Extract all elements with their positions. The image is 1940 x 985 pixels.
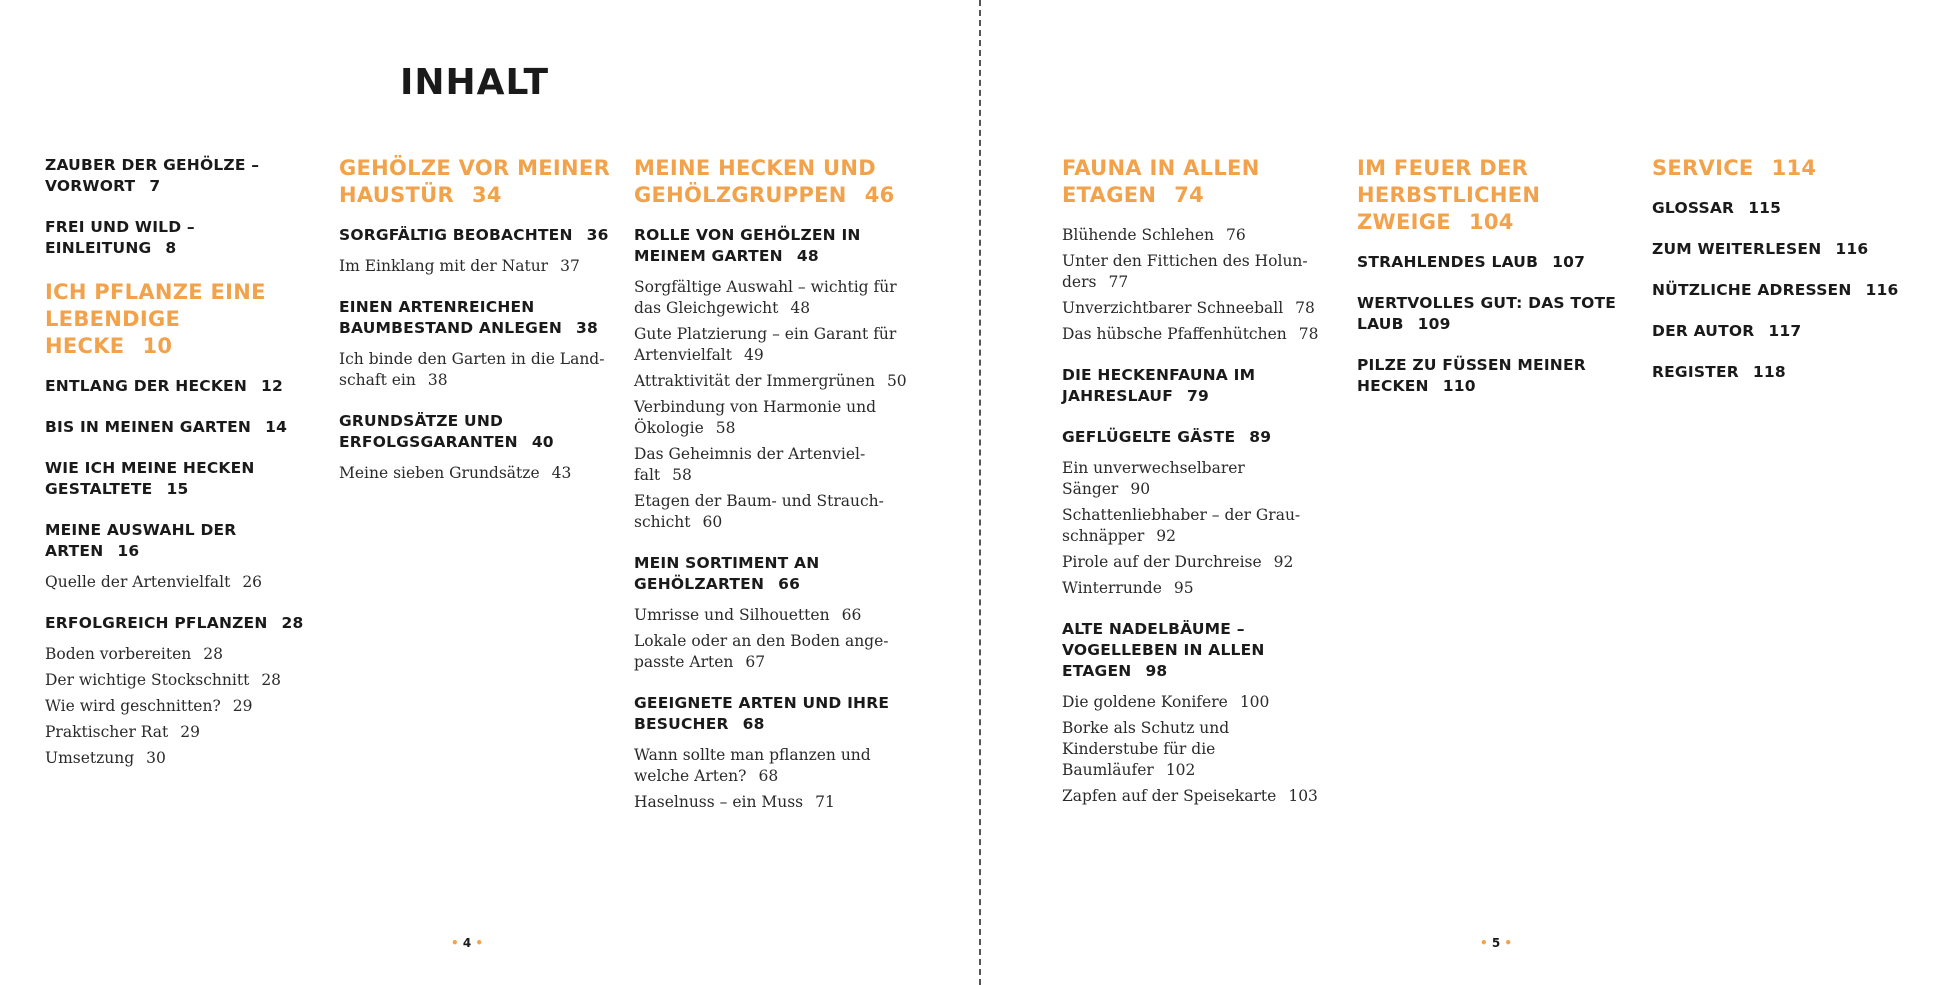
page-number-right-text: 5 bbox=[1491, 936, 1501, 950]
toc-heading-page: 10 bbox=[142, 334, 173, 358]
toc-entry-title: Etagen der Baum- und Strauch-schicht bbox=[634, 492, 884, 531]
toc-entry-title: Das Geheimnis der Artenviel-falt bbox=[634, 445, 866, 484]
toc-entry-list bbox=[634, 745, 909, 813]
toc-heading-page: 36 bbox=[586, 226, 609, 244]
toc-heading-page: 34 bbox=[472, 183, 502, 207]
toc-entry-list bbox=[339, 463, 614, 484]
toc-heading-page: 118 bbox=[1752, 363, 1786, 381]
toc-heading-page: 109 bbox=[1417, 315, 1451, 333]
toc-entry-page: 102 bbox=[1165, 761, 1196, 779]
toc-heading-page: 48 bbox=[796, 247, 819, 265]
toc-entry-page: 67 bbox=[745, 653, 766, 671]
toc-entry[interactable] bbox=[339, 349, 614, 391]
toc-heading-title: STRAHLENDES LAUB bbox=[1357, 253, 1539, 271]
toc-heading-title: ALTE NADELBÄUME – VOGELLEBEN IN ALLEN ETAGEN bbox=[1062, 620, 1265, 680]
toc-section-heading[interactable] bbox=[1357, 355, 1622, 397]
toc-entry[interactable] bbox=[339, 463, 614, 484]
toc-heading-page: 66 bbox=[778, 575, 801, 593]
toc-entry[interactable] bbox=[1062, 225, 1327, 246]
toc-entry-title: Unter den Fittichen des Holun-ders bbox=[1062, 252, 1308, 291]
page-divider bbox=[979, 0, 981, 985]
toc-section-heading[interactable] bbox=[45, 417, 310, 438]
toc-entry-page: 92 bbox=[1156, 527, 1177, 545]
toc-entry-page: 29 bbox=[180, 723, 201, 741]
toc-entry[interactable] bbox=[634, 277, 909, 319]
toc-entry[interactable] bbox=[45, 696, 310, 717]
toc-entry[interactable] bbox=[634, 745, 909, 787]
toc-section-heading[interactable] bbox=[339, 411, 614, 453]
toc-heading-title: WERTVOLLES GUT: DAS TOTE LAUB bbox=[1357, 294, 1617, 333]
toc-heading-page: 46 bbox=[864, 183, 895, 207]
toc-entry[interactable] bbox=[339, 256, 614, 277]
toc-entry-page: 66 bbox=[841, 606, 862, 624]
toc-entry-page: 100 bbox=[1239, 693, 1270, 711]
toc-heading-title: MEIN SORTIMENT AN GEHÖLZARTEN bbox=[634, 554, 820, 593]
toc-heading-page: 104 bbox=[1468, 210, 1514, 234]
toc-heading-title: WIE ICH MEINE HECKEN GESTALTETE bbox=[45, 459, 255, 498]
toc-entry[interactable] bbox=[1062, 298, 1327, 319]
toc-heading-title: ROLLE VON GEHÖLZEN IN MEINEM GARTEN bbox=[634, 226, 861, 265]
toc-column-6 bbox=[1652, 155, 1917, 393]
toc-section-heading[interactable] bbox=[45, 376, 310, 397]
toc-entry[interactable] bbox=[1062, 578, 1327, 599]
toc-entry[interactable] bbox=[45, 644, 310, 665]
toc-section-heading[interactable] bbox=[634, 693, 909, 735]
toc-heading-page: 89 bbox=[1249, 428, 1272, 446]
toc-section-heading[interactable] bbox=[45, 520, 310, 562]
toc-entry[interactable] bbox=[634, 397, 909, 439]
toc-entry-page: 37 bbox=[560, 257, 580, 275]
folio-dot-icon: • bbox=[475, 936, 484, 950]
toc-entry-title: Wie wird geschnitten? bbox=[45, 697, 221, 715]
toc-section-heading[interactable] bbox=[339, 225, 614, 246]
toc-entry-page: 76 bbox=[1226, 226, 1246, 244]
toc-entry-title: Verbindung von Harmonie und Ökologie bbox=[634, 398, 877, 437]
toc-entry-page: 78 bbox=[1298, 325, 1319, 343]
toc-section-heading[interactable] bbox=[45, 217, 310, 259]
toc-entry-page: 28 bbox=[203, 645, 223, 663]
toc-heading-page: 28 bbox=[281, 614, 304, 632]
folio-dot-icon: • bbox=[1480, 936, 1488, 950]
toc-column-5 bbox=[1357, 155, 1622, 407]
toc-heading-page: 79 bbox=[1187, 387, 1209, 405]
toc-entry-title: Winterrunde bbox=[1062, 579, 1162, 597]
toc-entry[interactable] bbox=[1062, 692, 1327, 713]
toc-entry-list bbox=[1062, 692, 1327, 807]
toc-entry-page: 26 bbox=[242, 573, 263, 591]
toc-heading-page: 7 bbox=[149, 177, 161, 195]
toc-chapter-heading[interactable] bbox=[1652, 155, 1917, 182]
toc-entry[interactable] bbox=[1062, 251, 1327, 293]
toc-entry-title: Ein unverwechselbarer Sänger bbox=[1062, 459, 1245, 498]
toc-section-heading[interactable] bbox=[634, 553, 909, 595]
toc-entry-page: 68 bbox=[758, 767, 779, 785]
toc-entry-page: 95 bbox=[1173, 579, 1194, 597]
toc-heading-title: ICH PFLANZE EINE LEBENDIGE HECKE bbox=[45, 280, 266, 358]
toc-entry[interactable] bbox=[634, 444, 909, 486]
toc-heading-page: 116 bbox=[1835, 240, 1869, 258]
toc-section-heading[interactable] bbox=[1652, 239, 1917, 260]
toc-entry-page: 103 bbox=[1288, 787, 1318, 805]
toc-heading-title: GEFLÜGELTE GÄSTE bbox=[1062, 428, 1236, 446]
toc-entry-page: 29 bbox=[232, 697, 253, 715]
toc-entry[interactable] bbox=[1062, 552, 1327, 573]
toc-entry-title: Lokale oder an den Boden ange-passte Arten bbox=[634, 632, 889, 671]
toc-entry[interactable] bbox=[634, 605, 909, 626]
toc-heading-page: 40 bbox=[531, 433, 554, 451]
toc-entry-title: Sorgfältige Auswahl – wichtig für das Gleichgewicht bbox=[634, 278, 897, 317]
toc-section-heading[interactable] bbox=[1062, 427, 1327, 448]
toc-entry[interactable] bbox=[634, 371, 909, 392]
toc-section-heading[interactable] bbox=[45, 458, 310, 500]
toc-entry-title: Unverzichtbarer Schneeball bbox=[1062, 299, 1284, 317]
toc-entry-list bbox=[634, 277, 909, 533]
page-title: INHALT bbox=[400, 62, 550, 103]
toc-entry-title: Blühende Schlehen bbox=[1062, 226, 1215, 244]
toc-section-heading[interactable] bbox=[1652, 198, 1917, 219]
toc-entry-title: Praktischer Rat bbox=[45, 723, 169, 741]
toc-heading-page: 14 bbox=[265, 418, 288, 436]
toc-section-heading[interactable] bbox=[1062, 365, 1327, 407]
toc-section-heading[interactable] bbox=[1357, 293, 1622, 335]
toc-entry[interactable] bbox=[634, 491, 909, 533]
toc-heading-title: EINEN ARTENREICHEN BAUMBESTAND ANLEGEN bbox=[339, 298, 563, 337]
toc-heading-page: 16 bbox=[117, 542, 140, 560]
toc-heading-title: GRUNDSÄTZE UND ERFOLGSGARANTEN bbox=[339, 412, 518, 451]
toc-heading-page: 115 bbox=[1748, 199, 1782, 217]
toc-entry-title: Die goldene Konifere bbox=[1062, 693, 1228, 711]
toc-entry[interactable] bbox=[45, 748, 310, 769]
toc-chapter-heading[interactable] bbox=[634, 155, 909, 209]
page-number-right bbox=[1480, 936, 1512, 950]
toc-entry-page: 60 bbox=[702, 513, 723, 531]
toc-entry-page: 50 bbox=[886, 372, 907, 390]
page-number-left bbox=[451, 936, 483, 950]
toc-entry-page: 92 bbox=[1273, 553, 1294, 571]
toc-heading-title: DER AUTOR bbox=[1652, 322, 1755, 340]
toc-entry-page: 71 bbox=[815, 793, 835, 811]
toc-column-3 bbox=[634, 155, 909, 833]
toc-entry[interactable] bbox=[634, 324, 909, 366]
toc-heading-title: GEEIGNETE ARTEN UND IHRE BESUCHER bbox=[634, 694, 890, 733]
toc-section-heading[interactable] bbox=[1062, 619, 1327, 682]
toc-heading-title: FREI UND WILD – EINLEITUNG bbox=[45, 218, 195, 257]
toc-entry-title: Der wichtige Stockschnitt bbox=[45, 671, 250, 689]
toc-entry-list bbox=[634, 605, 909, 673]
toc-entry[interactable] bbox=[1062, 786, 1327, 807]
toc-entry-title: Meine sieben Grundsätze bbox=[339, 464, 540, 482]
toc-entry-page: 58 bbox=[672, 466, 692, 484]
toc-entry-list bbox=[339, 349, 614, 391]
toc-heading-title: MEINE HECKEN UND GEHÖLZGRUPPEN bbox=[634, 156, 876, 207]
toc-heading-page: 117 bbox=[1768, 322, 1802, 340]
toc-entry-page: 49 bbox=[744, 346, 764, 364]
toc-entry-page: 38 bbox=[427, 371, 448, 389]
toc-entry-title: Schattenliebhaber – der Grau-schnäpper bbox=[1062, 506, 1301, 545]
toc-heading-title: MEINE AUSWAHL DER ARTEN bbox=[45, 521, 237, 560]
toc-heading-title: ZAUBER DER GEHÖLZE – VORWORT bbox=[45, 156, 260, 195]
toc-entry-page: 48 bbox=[790, 299, 811, 317]
toc-entry-title: Das hübsche Pfaffenhütchen bbox=[1062, 325, 1287, 343]
toc-heading-page: 114 bbox=[1771, 156, 1817, 180]
folio-dot-icon: • bbox=[451, 936, 459, 950]
toc-heading-title: FAUNA IN ALLEN ETAGEN bbox=[1062, 156, 1260, 207]
toc-section-heading[interactable] bbox=[45, 155, 310, 197]
toc-entry-page: 43 bbox=[551, 464, 572, 482]
toc-entry-title: Borke als Schutz und Kinderstube für die Baumläufer bbox=[1062, 719, 1230, 779]
toc-entry-title: Zapfen auf der Speisekarte bbox=[1062, 787, 1277, 805]
toc-entry[interactable] bbox=[1062, 324, 1327, 345]
toc-entry-page: 58 bbox=[715, 419, 736, 437]
toc-entry-list bbox=[1062, 225, 1327, 345]
toc-heading-title: ENTLANG DER HECKEN bbox=[45, 377, 247, 395]
toc-heading-title: IM FEUER DER HERBSTLICHEN ZWEIGE bbox=[1357, 156, 1541, 234]
toc-entry[interactable] bbox=[1062, 718, 1327, 781]
toc-entry-page: 77 bbox=[1108, 273, 1129, 291]
toc-entry[interactable] bbox=[1062, 505, 1327, 547]
toc-heading-title: PILZE ZU FÜSSEN MEINER HECKEN bbox=[1357, 356, 1586, 395]
toc-entry-title: Pirole auf der Durchreise bbox=[1062, 553, 1262, 571]
toc-heading-title: DIE HECKENFAUNA IM JAHRESLAUF bbox=[1062, 366, 1256, 405]
toc-section-heading[interactable] bbox=[1652, 321, 1917, 342]
toc-heading-title: BIS IN MEINEN GARTEN bbox=[45, 418, 252, 436]
toc-heading-title: SORGFÄLTIG BEOBACHTEN bbox=[339, 226, 573, 244]
toc-entry-list bbox=[339, 256, 614, 277]
toc-entry-page: 28 bbox=[261, 671, 282, 689]
toc-section-heading[interactable] bbox=[1652, 362, 1917, 383]
toc-chapter-heading[interactable] bbox=[339, 155, 614, 209]
toc-section-heading[interactable] bbox=[634, 225, 909, 267]
folio-dot-icon: • bbox=[1504, 936, 1513, 950]
toc-entry-title: Gute Platzierung – ein Garant für Artenvielfalt bbox=[634, 325, 897, 364]
toc-entry-page: 78 bbox=[1295, 299, 1315, 317]
toc-entry-page: 90 bbox=[1130, 480, 1151, 498]
toc-entry[interactable] bbox=[634, 792, 909, 813]
toc-heading-title: REGISTER bbox=[1652, 363, 1739, 381]
toc-entry-title: Im Einklang mit der Natur bbox=[339, 257, 549, 275]
toc-section-heading[interactable] bbox=[339, 297, 614, 339]
toc-entry[interactable] bbox=[45, 572, 310, 593]
toc-heading-title: ZUM WEITERLESEN bbox=[1652, 240, 1822, 258]
toc-heading-page: 38 bbox=[576, 319, 599, 337]
toc-entry[interactable] bbox=[45, 670, 310, 691]
toc-heading-title: NÜTZLICHE ADRESSEN bbox=[1652, 281, 1852, 299]
page-number-left-text: 4 bbox=[462, 936, 472, 950]
toc-entry-title: Wann sollte man pflanzen und welche Arten? bbox=[634, 746, 871, 785]
toc-section-heading[interactable] bbox=[1652, 280, 1917, 301]
toc-section-heading[interactable] bbox=[45, 613, 310, 634]
toc-heading-page: 8 bbox=[165, 239, 177, 257]
toc-heading-page: 15 bbox=[166, 480, 189, 498]
toc-entry-page: 30 bbox=[146, 749, 166, 767]
toc-heading-page: 68 bbox=[742, 715, 765, 733]
toc-section-heading[interactable] bbox=[1357, 252, 1622, 273]
toc-heading-title: GEHÖLZE VOR MEINER HAUSTÜR bbox=[339, 156, 611, 207]
toc-chapter-heading[interactable] bbox=[1062, 155, 1327, 209]
toc-entry-title: Attraktivität der Immergrünen bbox=[634, 372, 875, 390]
toc-entry-title: Umsetzung bbox=[45, 749, 135, 767]
toc-heading-title: ERFOLGREICH PFLANZEN bbox=[45, 614, 268, 632]
toc-column-4 bbox=[1062, 155, 1327, 827]
toc-heading-page: 12 bbox=[261, 377, 283, 395]
toc-column-2 bbox=[339, 155, 614, 504]
toc-chapter-heading[interactable] bbox=[1357, 155, 1622, 236]
toc-heading-title: SERVICE bbox=[1652, 156, 1754, 180]
toc-entry-title: Quelle der Artenvielfalt bbox=[45, 573, 231, 591]
toc-heading-page: 107 bbox=[1552, 253, 1586, 271]
toc-chapter-heading[interactable] bbox=[45, 279, 310, 360]
toc-heading-page: 98 bbox=[1145, 662, 1168, 680]
toc-entry[interactable] bbox=[45, 722, 310, 743]
toc-entry-title: Umrisse und Silhouetten bbox=[634, 606, 830, 624]
toc-entry-title: Ich binde den Garten in die Land-schaft ein bbox=[339, 350, 605, 389]
toc-entry[interactable] bbox=[1062, 458, 1327, 500]
toc-entry[interactable] bbox=[634, 631, 909, 673]
toc-heading-page: 74 bbox=[1174, 183, 1205, 207]
toc-entry-list bbox=[45, 572, 310, 593]
toc-entry-list bbox=[45, 644, 310, 769]
toc-entry-title: Boden vorbereiten bbox=[45, 645, 192, 663]
toc-heading-title: GLOSSAR bbox=[1652, 199, 1735, 217]
toc-entry-title: Haselnuss – ein Muss bbox=[634, 793, 804, 811]
toc-heading-page: 116 bbox=[1865, 281, 1899, 299]
toc-entry-list bbox=[1062, 458, 1327, 599]
toc-column-1 bbox=[45, 155, 310, 789]
toc-heading-page: 110 bbox=[1442, 377, 1476, 395]
